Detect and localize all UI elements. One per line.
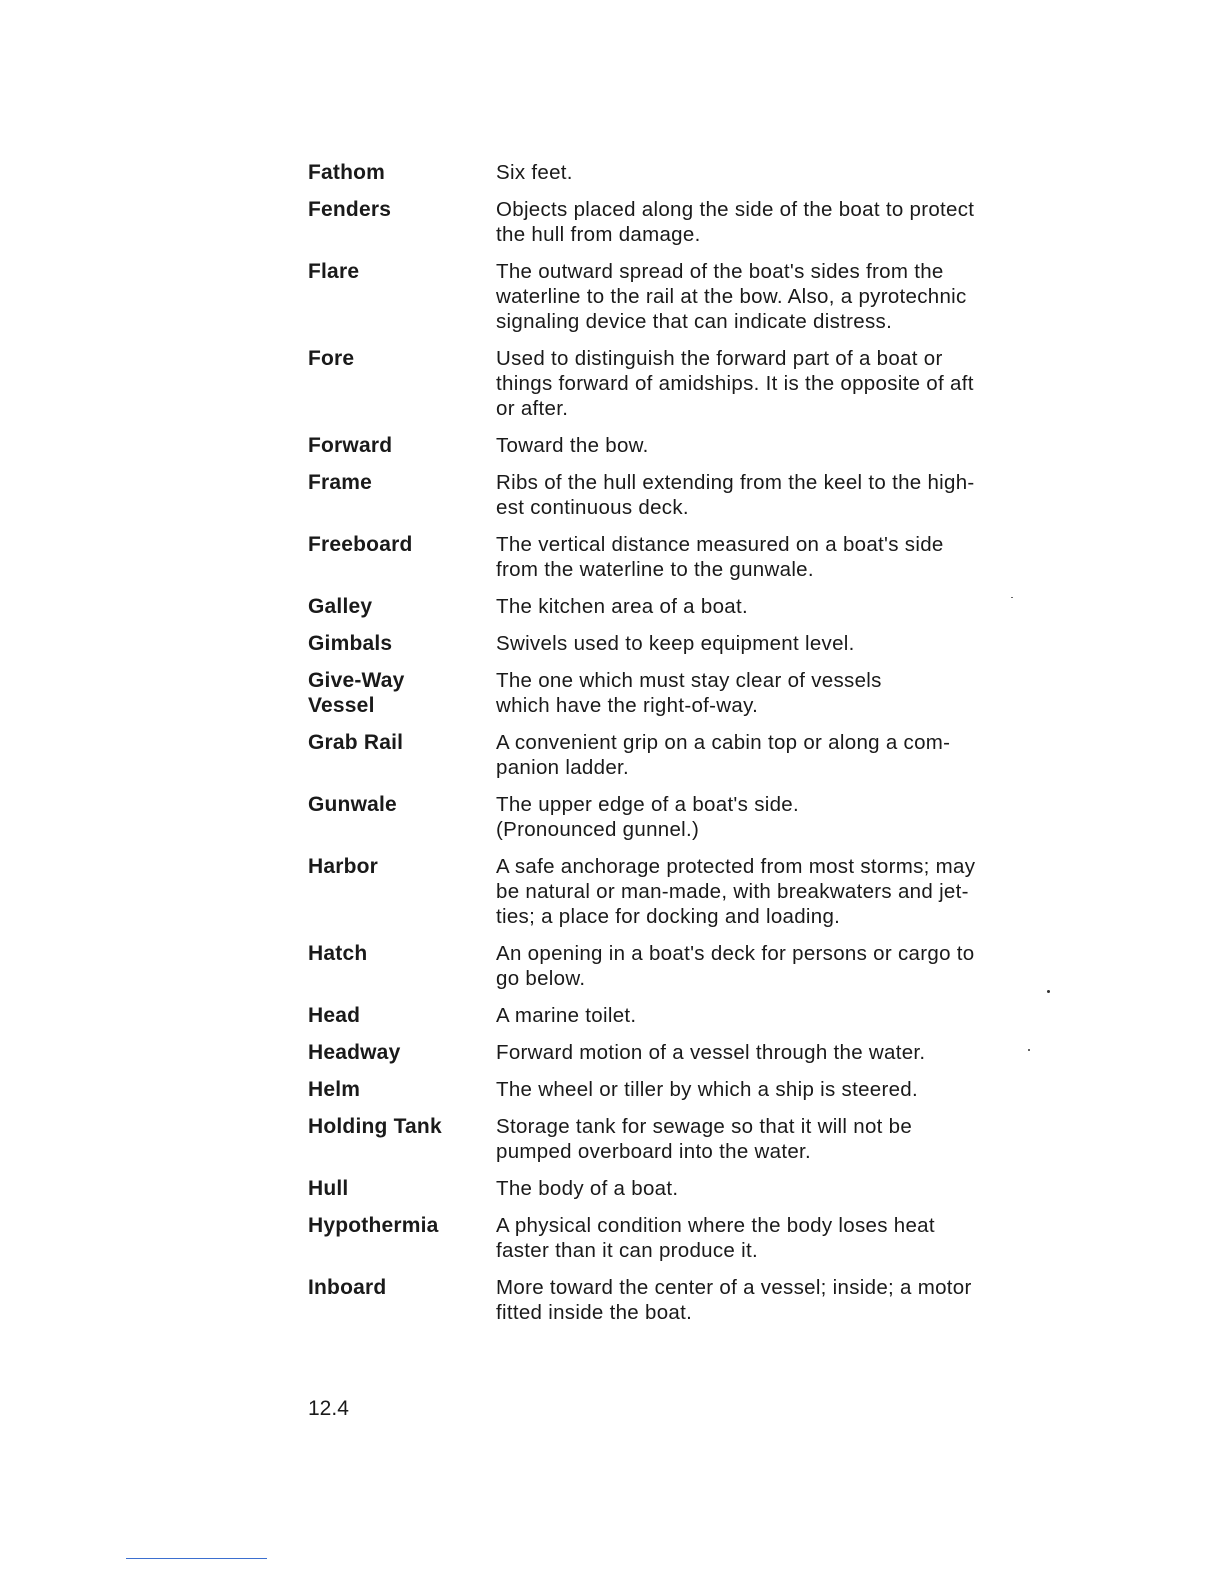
glossary-definition: A physical condition where the body loses heat faster than it can produce it. <box>496 1214 935 1262</box>
glossary-term: Galley <box>308 595 373 618</box>
glossary-term: Flare <box>308 260 360 283</box>
glossary-term: Fore <box>308 347 355 370</box>
glossary-entry <box>308 631 1028 656</box>
glossary-entry <box>308 1176 1028 1201</box>
glossary-definition: The wheel or tiller by which a ship is steered. <box>496 1078 919 1101</box>
glossary-entry <box>308 1040 1028 1065</box>
glossary-term: Gunwale <box>308 793 397 816</box>
glossary-term: Holding Tank <box>308 1115 442 1138</box>
glossary-entry <box>308 259 1028 334</box>
glossary-term: Helm <box>308 1078 361 1101</box>
glossary-entry <box>308 594 1028 619</box>
glossary-term: Grab Rail <box>308 731 404 754</box>
glossary-entry <box>308 1114 1028 1164</box>
glossary-term: Fathom <box>308 161 386 184</box>
glossary-entry <box>308 1077 1028 1102</box>
glossary-definition: The kitchen area of a boat. <box>496 595 748 618</box>
glossary-entry <box>308 1213 1028 1263</box>
glossary-entry <box>308 854 1028 929</box>
glossary-definition: The body of a boat. <box>496 1177 679 1200</box>
glossary-definition: Toward the bow. <box>496 434 649 457</box>
glossary-entry <box>308 346 1028 421</box>
glossary-entry <box>308 792 1028 842</box>
glossary-term: Harbor <box>308 855 379 878</box>
scan-speck <box>1011 597 1013 598</box>
glossary-definition: Forward motion of a vessel through the water. <box>496 1041 926 1064</box>
glossary-term: Hull <box>308 1177 349 1200</box>
glossary-entry <box>308 730 1028 780</box>
glossary-term: Freeboard <box>308 533 413 556</box>
glossary-definition: Six feet. <box>496 161 573 184</box>
glossary-entry <box>308 1003 1028 1028</box>
glossary-term: Headway <box>308 1041 401 1064</box>
glossary-term: Head <box>308 1004 361 1027</box>
glossary-definition: A convenient grip on a cabin top or along a com- panion ladder. <box>496 731 951 779</box>
glossary-term: Forward <box>308 434 393 457</box>
glossary-term: Gimbals <box>308 632 393 655</box>
glossary-definition: The outward spread of the boat's sides from the waterline to the rail at the bow. Also, a pyrotechnic signaling device that can indicate distress. <box>496 260 967 333</box>
glossary-definition: Ribs of the hull extending from the keel to the high- est continuous deck. <box>496 471 975 519</box>
glossary-entry <box>308 433 1028 458</box>
glossary-entry <box>308 941 1028 991</box>
glossary-entry <box>308 1275 1028 1325</box>
bottom-edge-line <box>126 1558 267 1559</box>
glossary-definition: Used to distinguish the forward part of a boat or things forward of amidships. It is the opposite of aft or after. <box>496 347 974 420</box>
glossary-entry <box>308 668 1028 718</box>
glossary-definition: A marine toilet. <box>496 1004 637 1027</box>
glossary-definition: An opening in a boat's deck for persons or cargo to go below. <box>496 942 975 990</box>
glossary-entry <box>308 160 1028 185</box>
glossary-term: Hypothermia <box>308 1214 439 1237</box>
glossary-definition: The one which must stay clear of vessels which have the right-of-way. <box>496 669 882 717</box>
glossary-entry <box>308 197 1028 247</box>
page-number: 12.4 <box>308 1397 349 1420</box>
glossary-term: Frame <box>308 471 373 494</box>
glossary-definition: More toward the center of a vessel; inside; a motor fitted inside the boat. <box>496 1276 972 1324</box>
glossary-term: Inboard <box>308 1276 387 1299</box>
glossary-definition: The vertical distance measured on a boat's side from the waterline to the gunwale. <box>496 533 944 581</box>
glossary-definition: The upper edge of a boat's side. (Pronounced gunnel.) <box>496 793 799 841</box>
glossary-definition: Swivels used to keep equipment level. <box>496 632 855 655</box>
glossary-definition: Objects placed along the side of the boat to protect the hull from damage. <box>496 198 975 246</box>
glossary-definition: A safe anchorage protected from most storms; may be natural or man-made, with breakwaters and jet- ties; a place for docking and loading. <box>496 855 976 928</box>
scan-speck <box>1047 990 1050 993</box>
glossary-list <box>308 160 1028 1337</box>
scan-speck <box>1028 1049 1030 1051</box>
glossary-definition: Storage tank for sewage so that it will not be pumped overboard into the water. <box>496 1115 913 1163</box>
glossary-term: Hatch <box>308 942 368 965</box>
glossary-term: Fenders <box>308 198 392 221</box>
glossary-entry <box>308 532 1028 582</box>
glossary-entry <box>308 470 1028 520</box>
glossary-term: Give-Way Vessel <box>308 669 405 717</box>
